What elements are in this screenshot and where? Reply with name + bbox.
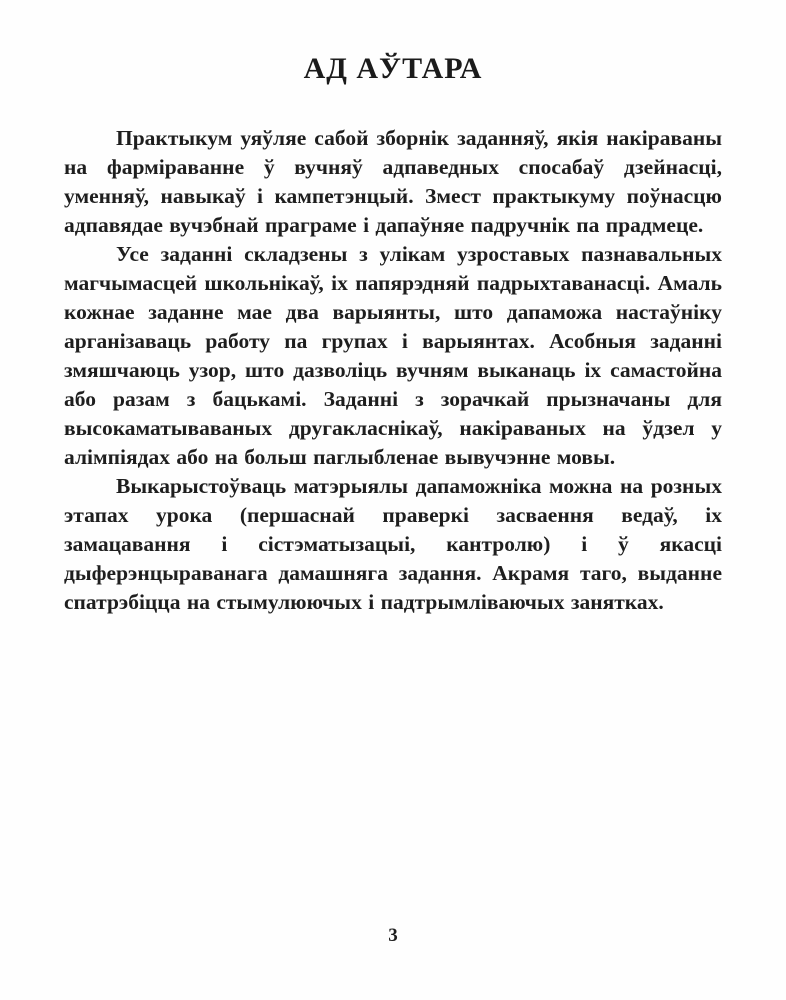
body-text — [64, 124, 722, 617]
paragraph-3: Выкарыстоўваць матэрыялы дапаможніка можна на розных этапах урока (першаснай праверкі засваення ведаў, іх замацавання і сістэматызацыі, кантролю) і ў якасці дыферэнцыраванага дамашняга задання. Акрамя таго, выданне спатрэбіцца на стымулюючых і падтрымліваючых занятках. — [64, 474, 722, 614]
page-number: 3 — [388, 925, 398, 946]
page-title: АД АЎТАРА — [303, 52, 483, 85]
paragraph-1: Практыкум уяўляе сабой зборнік заданняў, якія накіраваны на фарміраванне ў вучняў адпаведных спосабаў дзейнасці, уменняў, навыкаў і кампетэнцый. Змест практыкуму поўнасцю адпавядае вучэбнай праграме і дапаўняе падручнік па прадмеце. — [64, 126, 722, 237]
paragraph-2: Усе заданні складзены з улікам узроставых пазнавальных магчымасцей школьнікаў, іх папярэдняй падрыхтаванасці. Амаль кожнае заданне мае два варыянты, што дапаможа настаўніку арганізаваць работу па групах і варыянтах. Асобныя заданні змяшчаюць узор, што дазволіць вучням выканаць іх самастойна або разам з бацькамі. Заданні з зорачкай прызначаны для высокаматываваных другакласнікаў, накіраваных на ўдзел у алімпіядах або на больш паглыбленае вывучэнне мовы. — [64, 242, 722, 469]
page-content — [64, 52, 722, 617]
